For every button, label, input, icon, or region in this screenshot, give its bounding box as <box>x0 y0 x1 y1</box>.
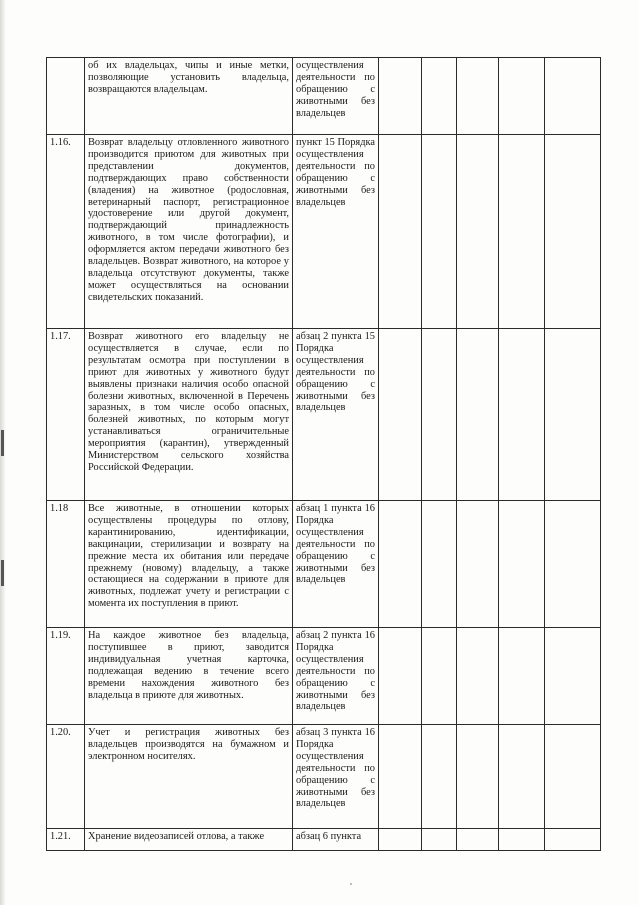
blank-cell <box>545 329 601 501</box>
blank-cell <box>499 135 545 329</box>
table-row <box>47 829 601 851</box>
blank-cell <box>457 135 499 329</box>
blank-cell <box>457 628 499 725</box>
blank-cell <box>499 58 545 135</box>
table-row <box>47 58 601 135</box>
row-number: 1.20. <box>47 725 85 829</box>
requirement-text: Учет и регистрация животных без владельцев производятся на бумажном и электронном носителях. <box>85 725 293 829</box>
blank-cell <box>545 628 601 725</box>
table-row <box>47 725 601 829</box>
blank-cell <box>499 725 545 829</box>
requirement-text: об их владельцах, чипы и иные метки, позволяющие установить владельца, возвращаются владельцам. <box>85 58 293 135</box>
blank-cell <box>499 501 545 628</box>
requirement-text: Хранение видеозаписей отлова, а также <box>85 829 293 851</box>
legal-reference: абзац 2 пункта 15 Порядка осуществления деятельности по обращению с животными без владельцев <box>293 329 379 501</box>
blank-cell <box>457 501 499 628</box>
legal-reference: пункт 15 Порядка осуществления деятельности по обращению с животными без владельцев <box>293 135 379 329</box>
blank-cell <box>545 501 601 628</box>
blank-cell <box>379 829 422 851</box>
blank-cell <box>422 829 457 851</box>
blank-cell <box>379 501 422 628</box>
row-number <box>47 58 85 135</box>
scan-speck <box>350 883 352 885</box>
blank-cell <box>379 135 422 329</box>
requirement-text: Все животные, в отношении которых осуществлены процедуры по отлову, карантинированию, идентификации, вакцинации, стерилизации и возврату на прежние места их обитания или передаче прежнему (новому) владельцу, а также остающиеся на содержании в приюте для животных, подлежат учету и регистрации с момента их поступления в приют. <box>85 501 293 628</box>
blank-cell <box>379 58 422 135</box>
blank-cell <box>422 135 457 329</box>
blank-cell <box>422 725 457 829</box>
row-number: 1.17. <box>47 329 85 501</box>
blank-cell <box>545 725 601 829</box>
blank-cell <box>545 58 601 135</box>
scan-edge-mark <box>1 430 4 456</box>
row-number: 1.18 <box>47 501 85 628</box>
blank-cell <box>545 829 601 851</box>
requirements-table <box>46 57 601 851</box>
requirement-text: Возврат владельцу отловленного животного производится приютом для животных при представлении документов, подтверждающих право собственности (владения) на животное (родословная, ветеринарный паспорт, регистрационное удостоверение или другой документ, подтверждающий принадлежность животного, в том числе фотографии), и оформляется актом передачи животного без владельцев. Возврат животного, на которое у владельца отсутствуют документы, также может осуществляться на основании свидетельских показаний. <box>85 135 293 329</box>
legal-reference: абзац 3 пункта 16 Порядка осуществления деятельности по обращению с животными без владельцев <box>293 725 379 829</box>
requirement-text: Возврат животного его владельцу не осуществляется в случае, если по результатам осмотра при поступлении в приют для животных у животного будут выявлены признаки наличия особо опасной болезни животных, включенной в Перечень заразных, в том числе особо опасных, болезней животных, по которым могут устанавливаться ограничительные мероприятия (карантин), утвержденный Министерством сельского хозяйства Российской Федерации. <box>85 329 293 501</box>
table-row <box>47 501 601 628</box>
blank-cell <box>545 135 601 329</box>
blank-cell <box>379 329 422 501</box>
blank-cell <box>422 501 457 628</box>
row-number: 1.19. <box>47 628 85 725</box>
blank-cell <box>457 725 499 829</box>
blank-cell <box>422 329 457 501</box>
scan-edge-mark <box>1 560 4 586</box>
legal-reference: абзац 2 пункта 16 Порядка осуществления деятельности по обращению с животными без владельцев <box>293 628 379 725</box>
requirement-text: На каждое животное без владельца, поступившее в приют, заводится индивидуальная учетная карточка, подлежащая ведению в течение всего времени нахождения животного без владельца в приюте для животных. <box>85 628 293 725</box>
blank-cell <box>499 628 545 725</box>
blank-cell <box>379 628 422 725</box>
legal-reference: абзац 6 пункта <box>293 829 379 851</box>
table-row <box>47 329 601 501</box>
blank-cell <box>499 829 545 851</box>
blank-cell <box>457 329 499 501</box>
blank-cell <box>457 58 499 135</box>
blank-cell <box>422 628 457 725</box>
table-row <box>47 628 601 725</box>
blank-cell <box>422 58 457 135</box>
legal-reference: абзац 1 пункта 16 Порядка осуществления деятельности по обращению с животными без владельцев <box>293 501 379 628</box>
blank-cell <box>379 725 422 829</box>
table-row <box>47 135 601 329</box>
row-number: 1.21. <box>47 829 85 851</box>
row-number: 1.16. <box>47 135 85 329</box>
blank-cell <box>457 829 499 851</box>
legal-reference: осуществления деятельности по обращению с животными без владельцев <box>293 58 379 135</box>
blank-cell <box>499 329 545 501</box>
